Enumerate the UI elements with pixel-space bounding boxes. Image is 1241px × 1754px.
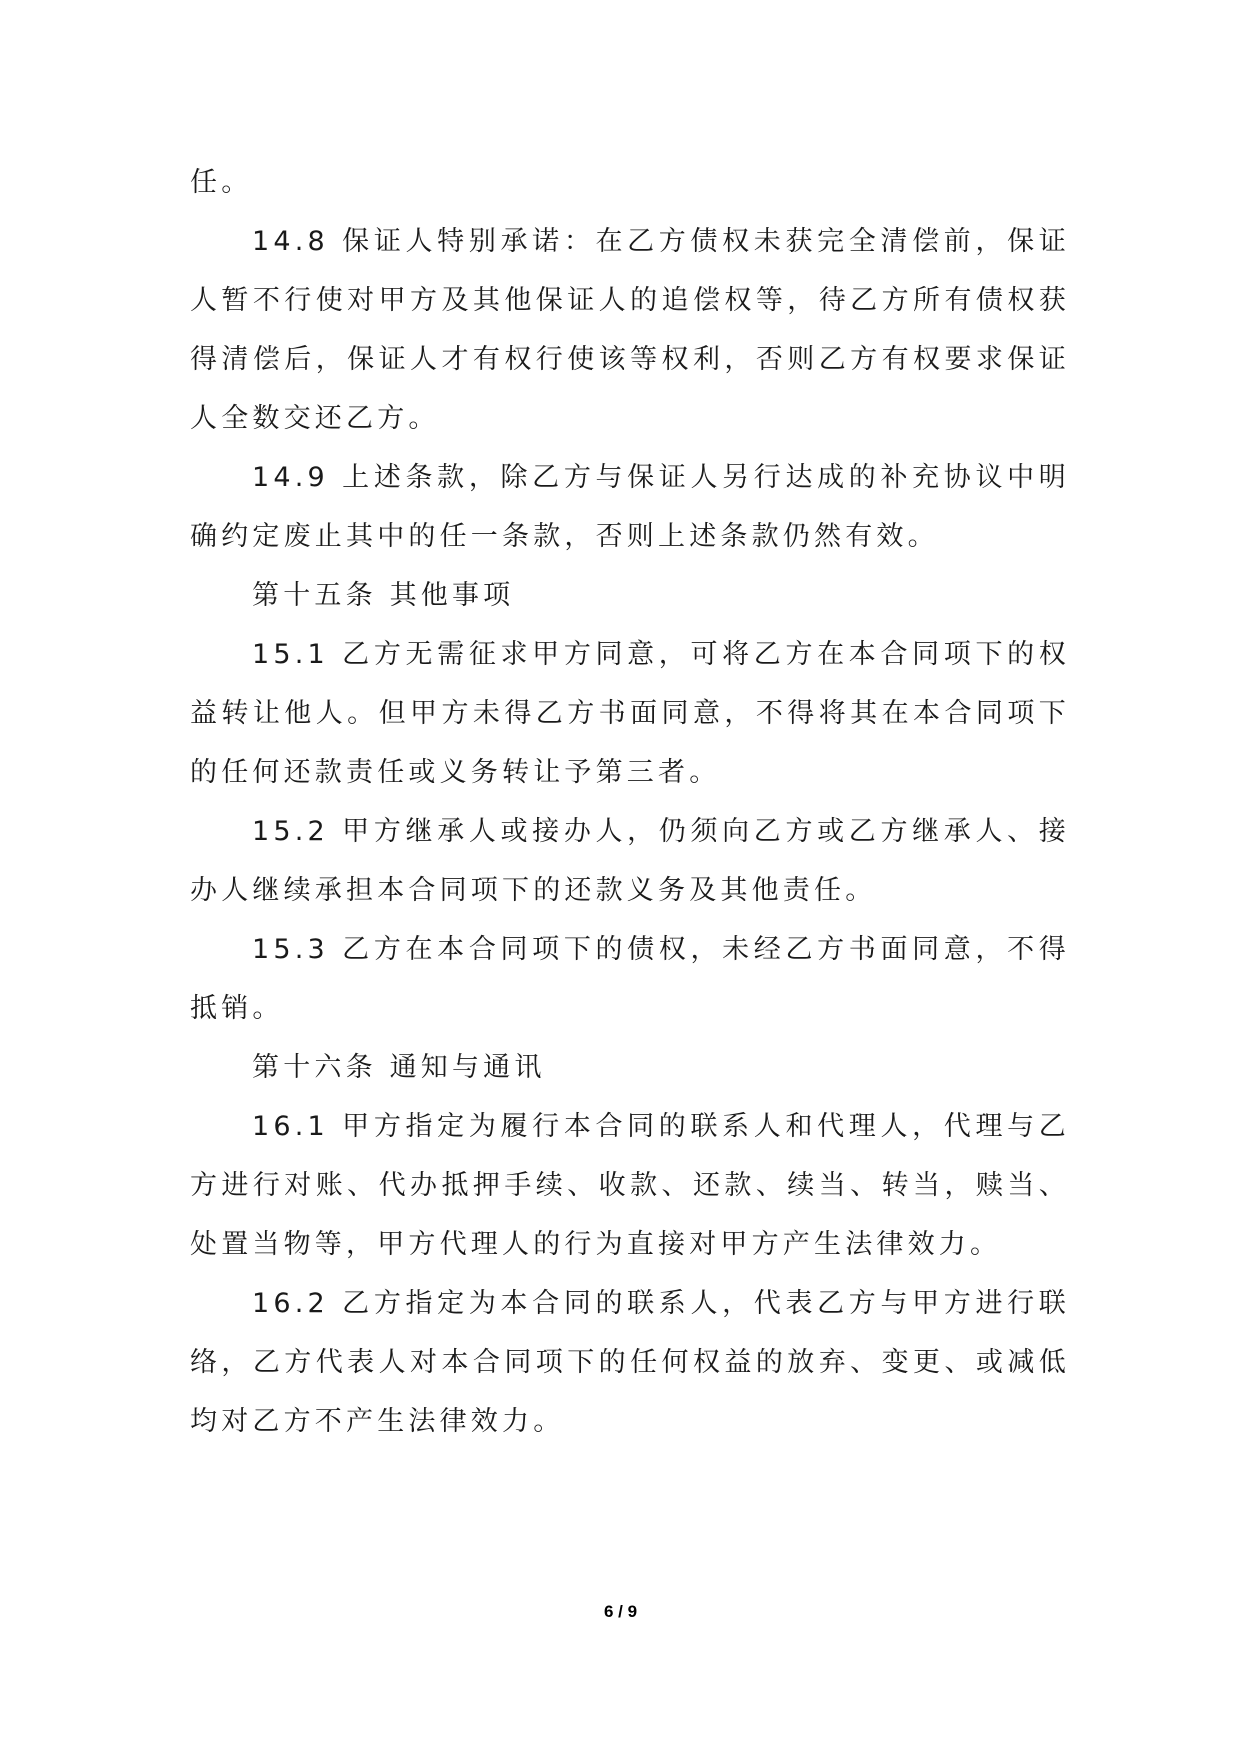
clause-16-1: 16.1 甲方指定为履行本合同的联系人和代理人，代理与乙方进行对账、代办抵押手续、收款、还款、续当、转当，赎当、处置当物等，甲方代理人的行为直接对甲方产生法律效力。 (190, 1111, 1070, 1260)
clause-16-2: 16.2 乙方指定为本合同的联系人，代表乙方与甲方进行联络，乙方代表人对本合同项下的任何权益的放弃、变更、或减低均对乙方不产生法律效力。 (190, 1288, 1070, 1437)
clause-15-1: 15.1 乙方无需征求甲方同意，可将乙方在本合同项下的权益转让他人。但甲方未得乙方书面同意，不得将其在本合同项下的任何还款责任或义务转让予第三者。 (190, 639, 1070, 788)
clause-14-9: 14.9 上述条款，除乙方与保证人另行达成的补充协议中明确约定废止其中的任一条款，否则上述条款仍然有效。 (190, 462, 1070, 552)
clause-14-8: 14.8 保证人特别承诺：在乙方债权未获完全清偿前，保证人暂不行使对甲方及其他保证人的追偿权等，待乙方所有债权获得清偿后，保证人才有权行使该等权利，否则乙方有权要求保证人全数交还乙方。 (190, 226, 1070, 434)
paragraph-continuation: 任。 (190, 167, 253, 198)
clause-15-2: 15.2 甲方继承人或接办人，仍须向乙方或乙方继承人、接办人继续承担本合同项下的还款义务及其他责任。 (190, 816, 1070, 906)
document-body (190, 153, 1070, 1451)
clause-15-3: 15.3 乙方在本合同项下的债权，未经乙方书面同意，不得抵销。 (190, 934, 1070, 1024)
article-15-heading: 第十五条 其他事项 (252, 580, 515, 611)
article-16-heading: 第十六条 通知与通讯 (252, 1052, 546, 1083)
page-number: 6 / 9 (603, 1602, 638, 1621)
